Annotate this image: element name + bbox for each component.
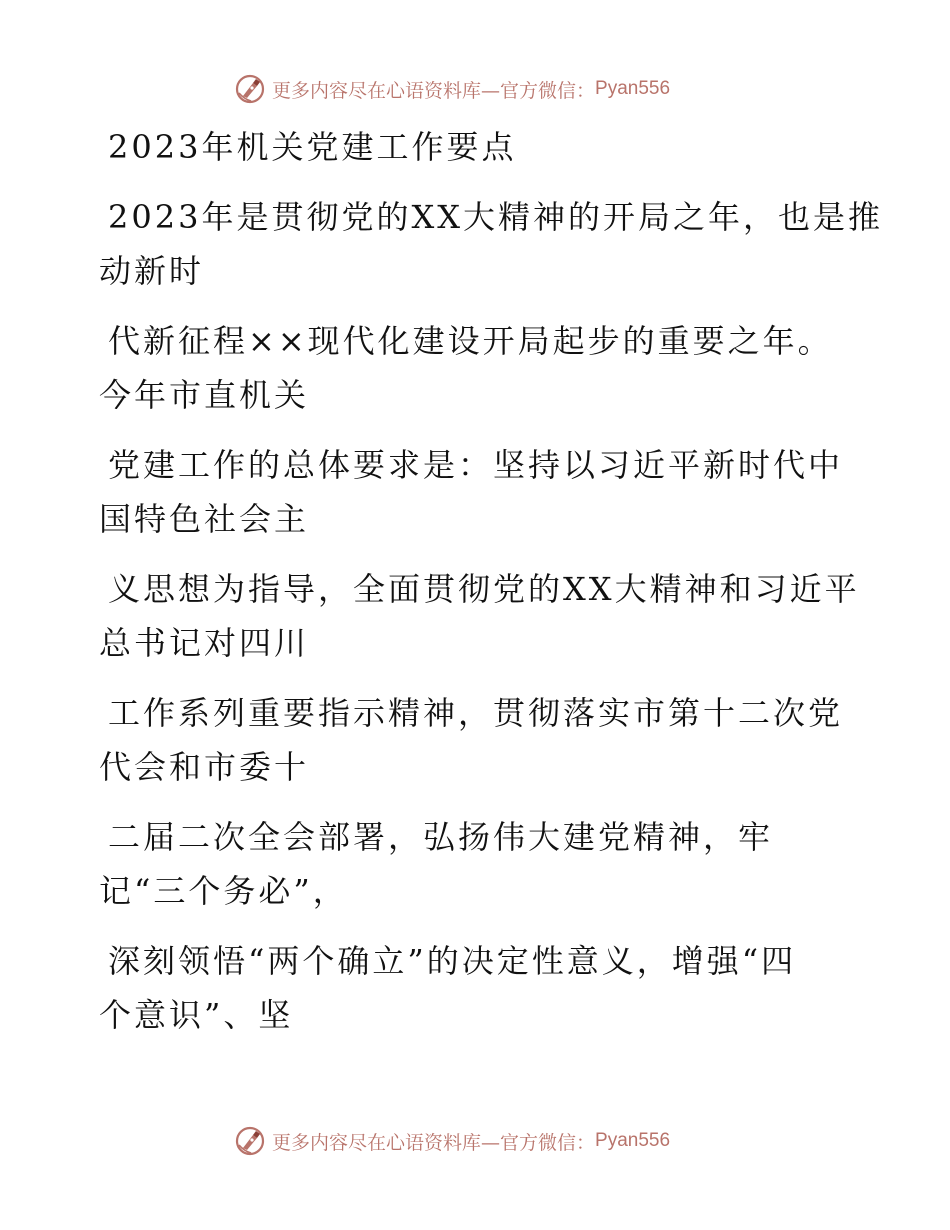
watermark-text: 更多内容尽在心语资料库—官方微信： bbox=[272, 1131, 596, 1154]
watermark-wechat-id: Pyan556 bbox=[595, 78, 671, 99]
paragraph-line: 个意识”、坚 bbox=[99, 996, 294, 1034]
pen-nib-logo-icon bbox=[234, 1125, 266, 1157]
paragraph bbox=[99, 686, 859, 794]
paragraph-line: 总书记对四川 bbox=[99, 624, 310, 662]
watermark-wechat-id: Pyan556 bbox=[595, 1130, 671, 1151]
paragraph bbox=[99, 438, 859, 546]
document-title: 2023年机关党建工作要点 bbox=[108, 128, 517, 166]
paragraph-line: 代新征程××现代化建设开局起步的重要之年。 bbox=[108, 322, 833, 360]
paragraph-line: 动新时 bbox=[99, 252, 205, 290]
paragraph bbox=[99, 314, 859, 422]
watermark-text: 更多内容尽在心语资料库—官方微信： bbox=[272, 79, 596, 102]
paragraph-line: 代会和市委十 bbox=[99, 748, 310, 786]
paragraph bbox=[99, 934, 859, 1042]
paragraph-line: 国特色社会主 bbox=[99, 500, 310, 538]
paragraph bbox=[99, 810, 859, 918]
paragraph-line: 党建工作的总体要求是：坚持以习近平新时代中 bbox=[108, 446, 844, 484]
document-body bbox=[99, 120, 884, 1042]
pen-nib-logo-icon bbox=[234, 73, 266, 105]
watermark-banner-top bbox=[234, 72, 714, 106]
paragraph-line: 工作系列重要指示精神，贯彻落实市第十二次党 bbox=[108, 694, 844, 732]
paragraph-line: 今年市直机关 bbox=[99, 376, 310, 414]
paragraph-line: 记“三个务必”， bbox=[99, 872, 348, 910]
paragraph-line: 2023年是贯彻党的XX大精神的开局之年，也是推 bbox=[108, 198, 884, 236]
paragraph bbox=[99, 562, 859, 670]
paragraph-line: 二届二次全会部署，弘扬伟大建党精神，牢 bbox=[108, 818, 774, 856]
watermark-banner-bottom bbox=[234, 1124, 714, 1158]
paragraph-line: 深刻领悟“两个确立”的决定性意义，增强“四 bbox=[108, 942, 797, 980]
paragraph-line: 义思想为指导，全面贯彻党的XX大精神和习近平 bbox=[108, 570, 860, 608]
paragraph bbox=[99, 190, 884, 298]
